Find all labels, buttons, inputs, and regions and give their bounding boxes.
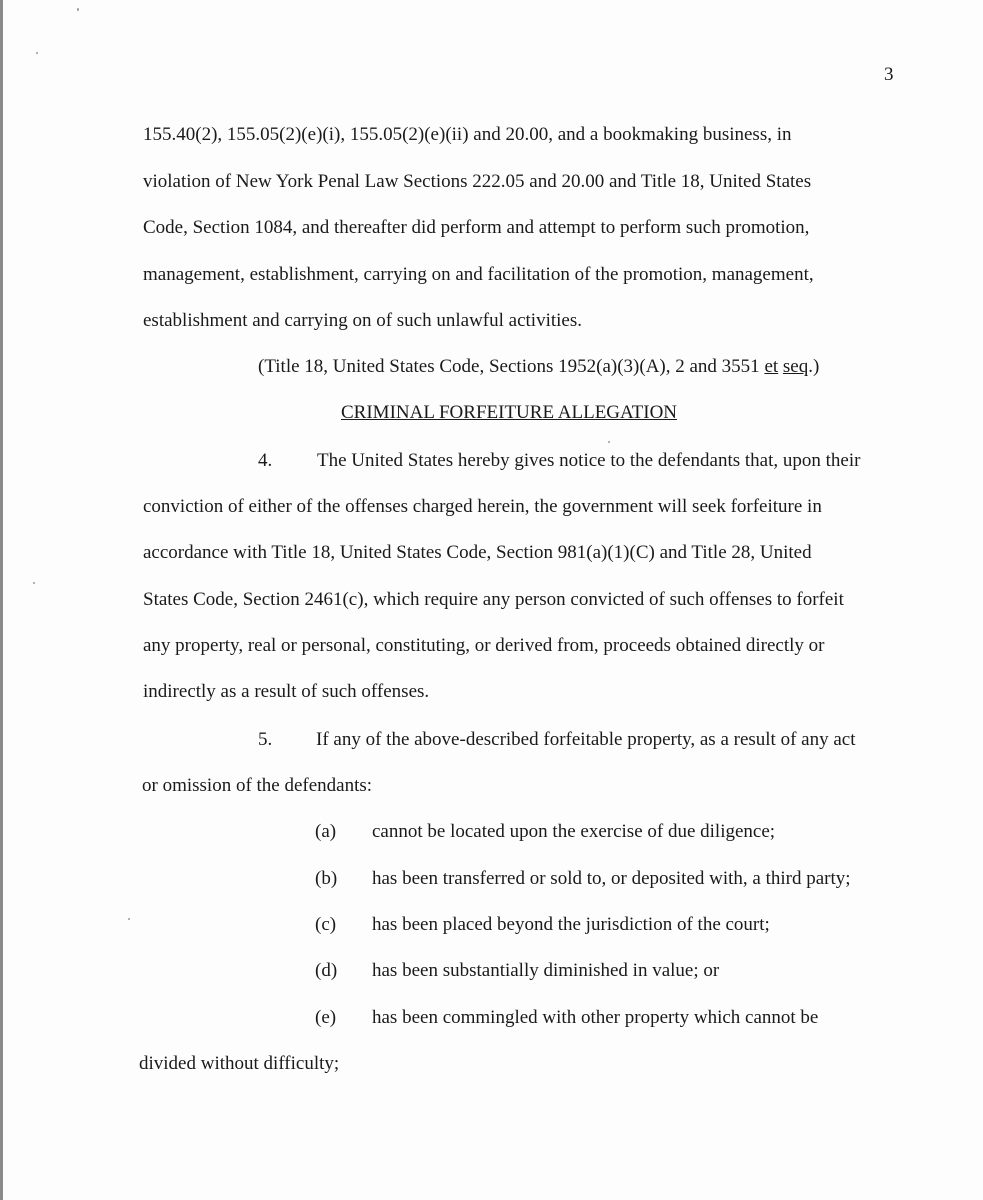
scan-speck [608,441,610,443]
scan-speck [77,8,79,11]
body-line: accordance with Title 18, United States Code, Section 981(a)(1)(C) and Title 28, United [143,542,812,563]
list-item-text: has been placed beyond the jurisdiction of the court; [372,914,770,935]
paragraph-number: 5. [258,729,273,750]
list-item-label: (b) [315,868,338,889]
body-line: violation of New York Penal Law Sections 222.05 and 20.00 and Title 18, United States [143,171,812,192]
list-item-label: (d) [315,960,338,981]
body-line: any property, real or personal, constituting, or derived from, proceeds obtained directly or [143,635,825,656]
body-line: management, establishment, carrying on and facilitation of the promotion, management, [143,264,814,285]
body-line: indirectly as a result of such offenses. [143,681,430,702]
body-line: Code, Section 1084, and thereafter did perform and attempt to perform such promotion, [143,217,810,238]
page-number: 3 [884,64,894,85]
body-line: conviction of either of the offenses charged herein, the government will seek forfeiture in [143,496,822,517]
list-item-label: (c) [315,914,337,935]
list-item-text: has been substantially diminished in value; or [372,960,720,981]
scan-speck [36,52,38,54]
paragraph-first-line: The United States hereby gives notice to the defendants that, upon their [317,450,861,471]
body-line: divided without difficulty; [139,1053,340,1074]
section-heading: CRIMINAL FORFEITURE ALLEGATION [341,402,678,423]
paragraph-first-line: If any of the above-described forfeitable property, as a result of any act [316,729,856,750]
page-left-edge [0,0,3,1200]
body-line: 155.40(2), 155.05(2)(e)(i), 155.05(2)(e)(ii) and 20.00, and a bookmaking business, in [143,124,792,145]
list-item-text: cannot be located upon the exercise of due diligence; [372,821,776,842]
paragraph-number: 4. [258,450,273,471]
list-item-label: (e) [315,1007,337,1028]
list-item-text: has been transferred or sold to, or deposited with, a third party; [372,868,851,889]
scan-speck [33,582,35,584]
body-line: establishment and carrying on of such unlawful activities. [143,310,582,331]
scan-speck [128,918,130,920]
body-line: or omission of the defendants: [142,775,373,796]
body-line: States Code, Section 2461(c), which require any person convicted of such offenses to forfeit [143,589,844,610]
citation-seq: seq [782,356,809,377]
citation-et: et [764,356,779,377]
citation-close: .) [808,356,820,377]
list-item-text: has been commingled with other property which cannot be [372,1007,819,1028]
statutory-citation [258,355,819,379]
citation-text: (Title 18, United States Code, Sections 1952(a)(3)(A), 2 and 3551 [258,356,765,377]
list-item-label: (a) [315,821,337,842]
